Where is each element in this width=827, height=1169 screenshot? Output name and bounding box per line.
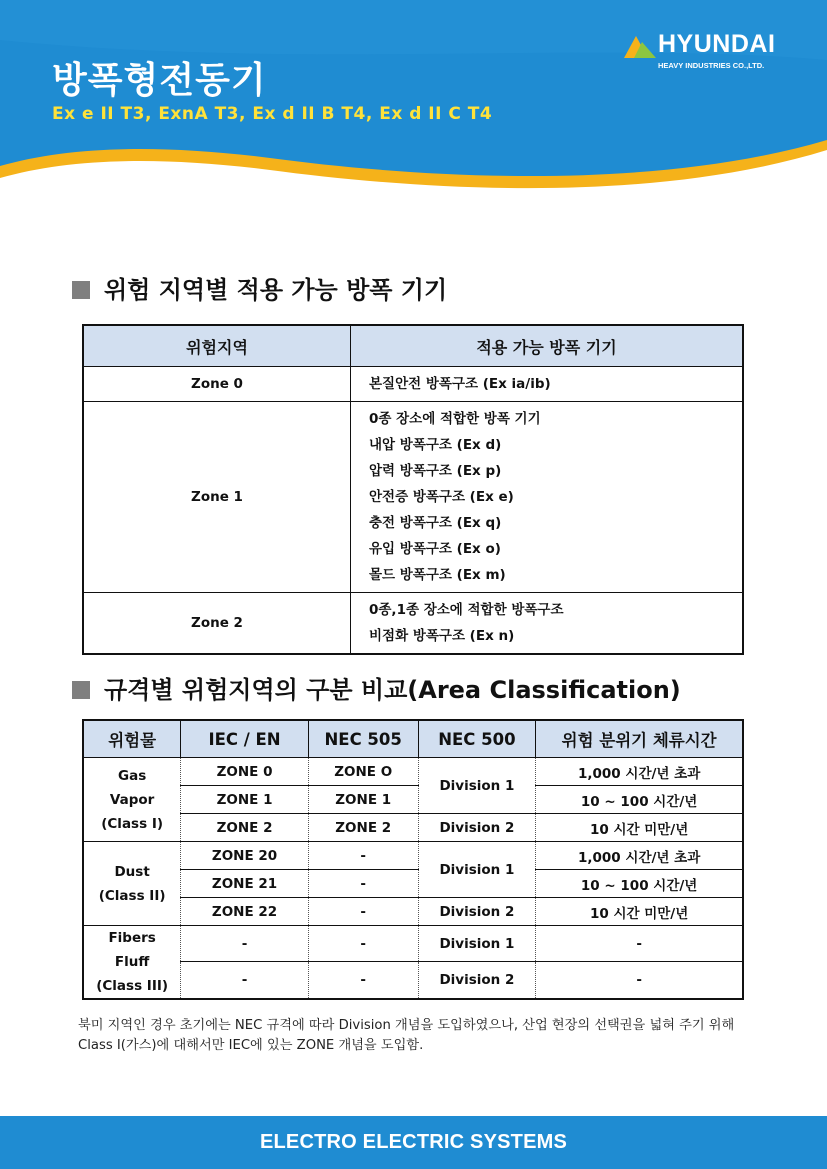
- hyundai-triangle-icon: [622, 36, 656, 58]
- equipment-item: 압력 방폭구조 (Ex p): [369, 463, 502, 479]
- table-header-row: [83, 325, 743, 367]
- table-row: [83, 898, 743, 926]
- duration-cell: 1,000 시간/년 초과: [536, 758, 743, 786]
- equipment-cell: [351, 367, 744, 402]
- nec500-cell: Division 1: [418, 842, 536, 898]
- square-bullet-icon: [72, 681, 90, 699]
- table-header-row: [83, 720, 743, 758]
- nec505-cell: -: [308, 842, 418, 870]
- equipment-item: 안전증 방폭구조 (Ex e): [369, 489, 514, 505]
- hyundai-logo: [622, 30, 802, 76]
- column-header: NEC 505: [308, 720, 418, 758]
- nec505-cell: -: [308, 898, 418, 926]
- column-header: IEC / EN: [181, 720, 309, 758]
- group-line: (Class II): [98, 887, 166, 904]
- table-row: [83, 962, 743, 999]
- table-row: [83, 786, 743, 814]
- square-bullet-icon: [72, 281, 90, 299]
- document-subtitle: Ex e II T3, ExnA T3, Ex d II B T4, Ex d II C T4: [52, 104, 493, 124]
- group-line: Fluff: [114, 954, 150, 970]
- group-line: Vapor: [109, 791, 155, 808]
- zone-cell: Zone 0: [83, 367, 351, 402]
- equipment-cell: [351, 593, 744, 655]
- duration-cell: 10 시간 미만/년: [536, 814, 743, 842]
- duration-cell: 1,000 시간/년 초과: [536, 842, 743, 870]
- group-line: Gas: [118, 767, 147, 784]
- table-row: [83, 593, 743, 655]
- duration-cell: -: [536, 926, 743, 962]
- table-row: [83, 814, 743, 842]
- duration-cell: 10 ~ 100 시간/년: [536, 786, 743, 814]
- equipment-item: 0종,1종 장소에 적합한 방폭구조: [369, 602, 564, 618]
- iec-cell: ZONE 21: [181, 870, 309, 898]
- duration-cell: 10 시간 미만/년: [536, 898, 743, 926]
- nec505-cell: ZONE 1: [308, 786, 418, 814]
- zone-cell: Zone 1: [83, 402, 351, 593]
- table-row: [83, 926, 743, 962]
- zone-cell: Zone 2: [83, 593, 351, 655]
- section-heading-zones: [72, 270, 447, 305]
- nec500-cell: Division 2: [418, 814, 536, 842]
- nec505-cell: ZONE 2: [308, 814, 418, 842]
- footnote: 북미 지역인 경우 초기에는 NEC 규격에 따라 Division 개념을 도입하였으나, 산업 현장의 선택권을 넓혀 주기 위해 Class I(가스)에 대해서만 IEC에 있는 ZONE 개념을 도입함.: [78, 1018, 735, 1053]
- equipment-item: 몰드 방폭구조 (Ex m): [369, 567, 506, 583]
- group-line: (Class I): [101, 815, 164, 832]
- hazard-group-dust: [83, 842, 181, 926]
- table-row: [83, 367, 743, 402]
- column-header: NEC 500: [418, 720, 536, 758]
- duration-cell: -: [536, 962, 743, 999]
- nec505-cell: -: [308, 926, 418, 962]
- hazard-group-fibers: [83, 926, 181, 1000]
- nec505-cell: -: [308, 870, 418, 898]
- nec505-cell: ZONE O: [308, 758, 418, 786]
- section-heading-text: 위험 지역별 적용 가능 방폭 기기: [104, 276, 448, 304]
- iec-cell: ZONE 20: [181, 842, 309, 870]
- table-row: [83, 870, 743, 898]
- table-row: [83, 402, 743, 593]
- footer-text: ELECTRO ELECTRIC SYSTEMS: [259, 1131, 568, 1153]
- column-header: 위험지역: [83, 325, 351, 367]
- column-header: 위험 분위기 체류시간: [536, 720, 743, 758]
- zone-equipment-table: [82, 324, 744, 655]
- logo-name: HYUNDAI: [658, 30, 776, 58]
- duration-cell: 10 ~ 100 시간/년: [536, 870, 743, 898]
- nec500-cell: Division 1: [418, 758, 536, 814]
- equipment-item: 0종 장소에 적합한 방폭 기기: [369, 411, 541, 427]
- nec500-cell: Division 2: [418, 962, 536, 999]
- equipment-cell: [351, 402, 744, 593]
- iec-cell: ZONE 0: [181, 758, 309, 786]
- equipment-item: 비점화 방폭구조 (Ex n): [369, 628, 515, 644]
- equipment-item: 내압 방폭구조 (Ex d): [369, 437, 502, 453]
- logo-subtitle: HEAVY INDUSTRIES CO.,LTD.: [658, 61, 765, 70]
- area-classification-table: [82, 719, 744, 1000]
- nec505-cell: -: [308, 962, 418, 999]
- equipment-item: 충전 방폭구조 (Ex q): [369, 515, 502, 531]
- iec-cell: ZONE 22: [181, 898, 309, 926]
- hazard-group-gas: [83, 758, 181, 842]
- nec500-cell: Division 2: [418, 898, 536, 926]
- iec-cell: -: [181, 926, 309, 962]
- iec-cell: -: [181, 962, 309, 999]
- column-header: 위험물: [83, 720, 181, 758]
- table-row: [83, 758, 743, 786]
- iec-cell: ZONE 1: [181, 786, 309, 814]
- group-line: (Class III): [96, 978, 169, 994]
- iec-cell: ZONE 2: [181, 814, 309, 842]
- equipment-item: 유입 방폭구조 (Ex o): [369, 541, 501, 557]
- section-heading-classification: [72, 670, 681, 705]
- group-line: Dust: [114, 863, 150, 880]
- equipment-item: 본질안전 방폭구조 (Ex ia/ib): [369, 376, 551, 392]
- table-row: [83, 842, 743, 870]
- column-header: 적용 가능 방폭 기기: [351, 325, 744, 367]
- nec500-cell: Division 1: [418, 926, 536, 962]
- section-heading-text: 규격별 위험지역의 구분 비교(Area Classification): [104, 676, 681, 704]
- group-line: Fibers: [108, 930, 156, 946]
- document-title: 방폭형전동기: [52, 60, 267, 101]
